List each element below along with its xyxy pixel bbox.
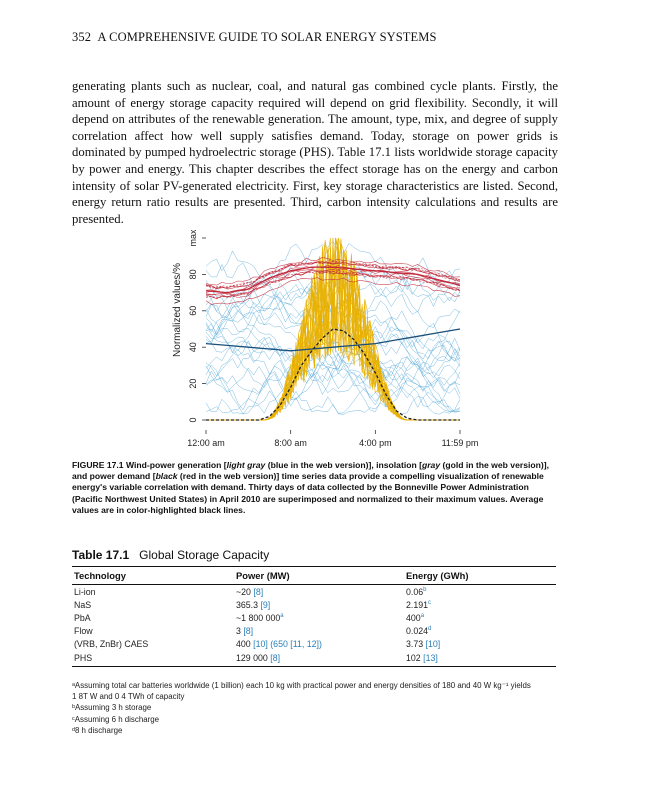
cell-technology: Li-ion — [74, 586, 96, 597]
y-tick-label: 0 — [188, 417, 198, 423]
y-ticks — [188, 230, 206, 423]
col-technology: Technology — [72, 567, 234, 585]
cell-power — [234, 611, 404, 624]
caption-italic-3: black — [155, 471, 178, 482]
cell-technology: PbA — [74, 612, 91, 623]
energy-footnote: b — [423, 586, 427, 593]
table-row — [72, 585, 556, 599]
cell-power — [234, 625, 404, 638]
running-header — [72, 30, 437, 45]
table-note: ᵈ8 h discharge — [72, 725, 123, 735]
cell-power — [234, 651, 404, 666]
table-note: ᵇAssuming 3 h storage — [72, 703, 152, 713]
cell-energy — [404, 598, 556, 611]
energy-value: 400 — [406, 612, 421, 623]
cell-power — [234, 585, 404, 599]
table-body — [72, 585, 556, 667]
power-value: 129 000 — [236, 652, 271, 663]
table-header-row — [72, 567, 556, 585]
x-tick-label: 8:00 am — [274, 438, 307, 448]
table-row — [72, 625, 556, 638]
energy-value: 102 — [406, 652, 424, 663]
table-note: ᵃAssuming total car batteries worldwide (1 billion) each 10 kg with practical power and energy densities of 180 and 40 W kg⁻¹ yields — [72, 681, 531, 690]
energy-footnote: a — [420, 613, 425, 620]
cell-technology: Flow — [74, 626, 93, 637]
caption-italic-1: light gray — [226, 460, 266, 470]
power-ref: [8] — [270, 652, 281, 663]
cell-energy — [404, 651, 556, 666]
caption-text-2: (blue in the web version)], insolation [ — [265, 460, 422, 470]
x-tick-label: 4:00 pm — [359, 438, 392, 448]
table-note: 1 8T W and 0 4 TWh of capacity — [72, 692, 185, 702]
y-tick-label: 40 — [188, 342, 198, 353]
cell-energy — [404, 625, 556, 638]
energy-value: 0.024 — [406, 626, 429, 637]
caption-text-4: (red in the web version)] time series data provide a compelling visualization of renewable energy's variable correlation with demand. Thirty days of data collected by the Bonneville Power Administration (Pacific Northwest United States) in April 2010 are superimposed and normalized to their maximum values. Average values are in color-highlighted black lines. — [72, 471, 544, 515]
power-ref: [8] — [253, 586, 264, 597]
cell-technology: NaS — [74, 599, 92, 610]
power-value: ~1 800 000 — [236, 612, 281, 623]
y-tick-label: 60 — [188, 305, 198, 316]
col-power: Power (MW) — [234, 567, 404, 585]
caption-italic-2: gray — [421, 460, 441, 470]
figure-chart — [168, 230, 478, 455]
power-value: 400 — [236, 639, 254, 650]
page-number: 352 — [72, 30, 92, 44]
caption-text-3: (gold in the web version)], and power demand [ — [72, 460, 549, 482]
energy-footnote: c — [428, 599, 432, 606]
power-value: 3 — [236, 626, 244, 637]
storage-table — [72, 566, 556, 667]
caption-text-1: Wind-power generation [ — [125, 460, 227, 470]
energy-ref: [13] — [423, 652, 438, 663]
x-ticks — [187, 430, 478, 448]
table-row — [72, 598, 556, 611]
table-label: Table 17.1 — [72, 548, 130, 562]
cell-power — [234, 638, 404, 651]
cell-energy — [404, 585, 556, 599]
cell-technology: PHS — [72, 651, 234, 666]
energy-value: 2.191 — [406, 599, 429, 610]
power-ref: [10] — [253, 639, 268, 650]
caption-label: FIGURE 17.1 — [72, 460, 124, 470]
plot-area — [206, 238, 460, 420]
chart-svg — [168, 230, 478, 455]
table-note: ᶜAssuming 6 h discharge — [72, 714, 160, 724]
power-value: ~20 — [236, 586, 254, 597]
power-footnote: a — [280, 613, 284, 620]
power-tail: (650 [11, 12]) — [267, 639, 322, 650]
power-value: 365.3 — [236, 599, 261, 610]
running-title: A COMPREHENSIVE GUIDE TO SOLAR ENERGY SYSTEMS — [97, 30, 437, 44]
table-title — [72, 548, 269, 562]
table-row — [72, 611, 556, 624]
cell-technology: (VRB, ZnBr) CAES — [74, 639, 149, 650]
table-row — [72, 651, 556, 666]
energy-ref: [10] — [425, 639, 441, 650]
body-paragraph: generating plants such as nuclear, coal, and natural gas combined cycle plants. Firstly, the amount of energy storage capacity required will depend on grid flexibility. Secondly, it will depend on attributes of the renewable generation. The amount, type, mix, and degree of supply correlation affect how well supply satisfies demand. Today, storage on power grids is dominated by pumped hydroelectric storage (PHS). Table 17.1 lists worldwide storage capacity by power and energy. This chapter describes the effect storage has on the energy and carbon intensity of solar PV-generated electricity. First, key storage characteristics are listed. Second, energy return ratio results are presented. Third, carbon intensity calculations and results are presented. — [72, 79, 558, 226]
cell-energy — [404, 611, 556, 624]
table-notes — [72, 680, 558, 736]
y-tick-label: max — [188, 230, 198, 247]
y-axis-label: Normalized values/% — [172, 263, 183, 357]
energy-value: 3.73 — [406, 639, 426, 650]
power-ref: [9] — [260, 599, 271, 610]
energy-footnote: d — [428, 626, 432, 633]
cell-power — [234, 598, 404, 611]
cell-energy — [404, 638, 556, 651]
figure-caption — [72, 460, 558, 516]
x-tick-label: 11:59 pm — [441, 438, 478, 448]
y-tick-label: 80 — [188, 269, 198, 280]
col-energy: Energy (GWh) — [404, 567, 556, 585]
y-tick-label: 20 — [188, 378, 198, 389]
energy-value: 0.06 — [406, 586, 424, 597]
power-ref: [8] — [243, 626, 254, 637]
table-title-text: Global Storage Capacity — [139, 548, 270, 562]
table-row — [72, 638, 556, 651]
x-tick-label: 12:00 am — [187, 438, 225, 448]
